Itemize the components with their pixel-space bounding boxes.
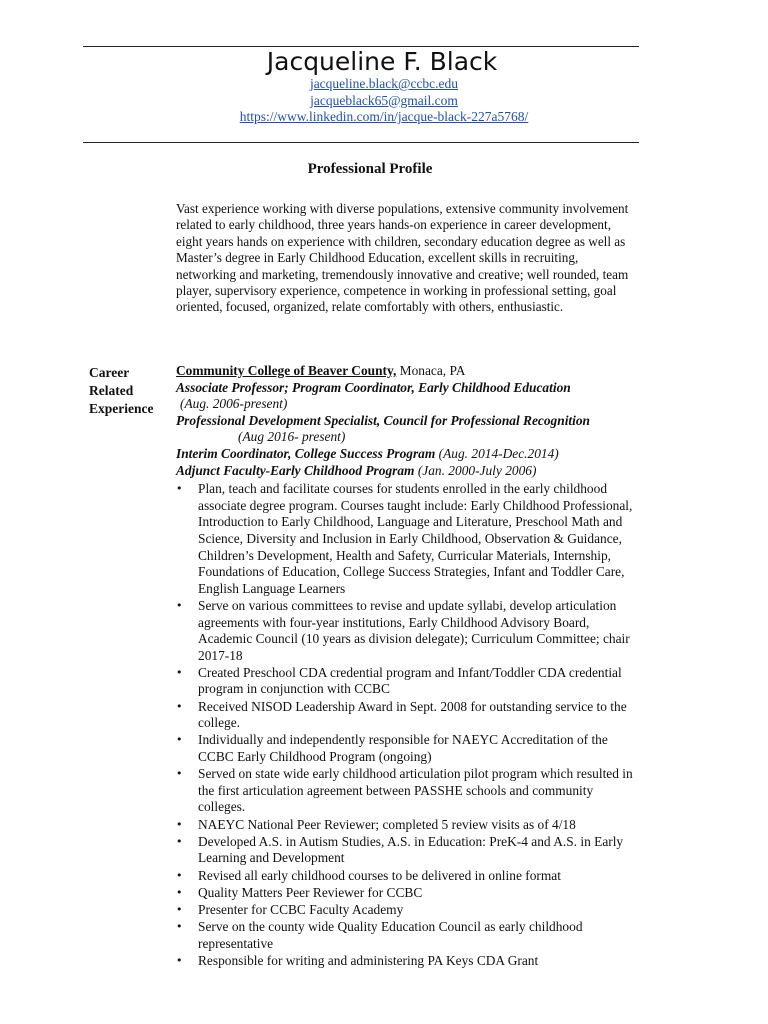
list-item bbox=[176, 902, 636, 919]
list-item bbox=[176, 817, 636, 834]
job-dates: (Jan. 2000-July 2006) bbox=[414, 462, 537, 478]
bullet-icon: • bbox=[176, 817, 183, 831]
list-item bbox=[176, 699, 636, 732]
section-label-line: Career bbox=[89, 365, 130, 380]
employer-location: Monaca, PA bbox=[396, 363, 466, 378]
resume-header bbox=[0, 48, 768, 126]
work-email-link[interactable]: jacqueline.black@ccbc.edu bbox=[309, 76, 459, 91]
list-item bbox=[176, 953, 636, 970]
bullet-icon: • bbox=[176, 699, 183, 713]
employer-name: Community College of Beaver County, bbox=[176, 363, 397, 378]
list-item-text: Received NISOD Leadership Award in Sept. 2008 for outstanding service to the college. bbox=[198, 698, 627, 731]
list-item-text: Responsible for writing and administering PA Keys CDA Grant bbox=[198, 952, 539, 968]
header-divider bbox=[83, 142, 639, 143]
job-title: Interim Coordinator, College Success Program bbox=[176, 445, 436, 461]
employer-line bbox=[176, 363, 636, 380]
section-label-line: Related bbox=[89, 383, 134, 398]
job-line bbox=[176, 446, 636, 463]
list-item-text: Plan, teach and facilitate courses for students enrolled in the early childhood associate degree program. Courses taught include: Early Childhood Professional, Introduction to Early Childhood, Language and Literature, Preschool Math and Science, Diversity and Inclusion in Early Childhood, Observation & Guidance, Children’s Development, Health and Safety, Curricular Materials, Internship, Foundations of Education, College Success Strategies, Infant and Toddler Care, English Language Learners bbox=[198, 481, 633, 596]
bullet-icon: • bbox=[176, 665, 183, 679]
profile-heading: Professional Profile bbox=[307, 161, 433, 177]
bullet-icon: • bbox=[176, 885, 183, 899]
bullet-icon: • bbox=[176, 920, 183, 934]
section-label-line: Experience bbox=[89, 401, 154, 416]
job-title: Adjunct Faculty-Early Childhood Program bbox=[176, 462, 415, 478]
personal-email-link[interactable]: jacqueblack65@gmail.com bbox=[310, 92, 458, 108]
bullet-icon: • bbox=[176, 953, 183, 967]
bullet-icon: • bbox=[176, 868, 183, 882]
list-item-text: Presenter for CCBC Faculty Academy bbox=[198, 901, 404, 917]
list-item bbox=[176, 598, 636, 664]
job-dates: (Aug. 2006-present) bbox=[180, 396, 288, 412]
experience-entry bbox=[176, 363, 636, 970]
list-item-text: Individually and independently responsible for NAEYC Accreditation of the CCBC Early Childhood Program (ongoing) bbox=[198, 732, 608, 765]
job-line bbox=[176, 463, 636, 480]
profile-summary: Vast experience working with diverse populations, extensive community involvement related to early childhood, three years hands-on experience in career development, eight years hands on experience with children, secondary education degree as well as Master’s degree in Early Childhood Education, excellent skills in recruiting, networking and marketing, tremendously innovative and creative; well rounded, team player, supervisory experience, competence in working in professional setting, goal oriented, focused, organized, relate comfortably with others, enthusiastic. bbox=[176, 201, 629, 315]
experience-section-label bbox=[89, 364, 169, 418]
job-title: Associate Professor; Program Coordinator, Early Childhood Education bbox=[176, 379, 571, 395]
list-item-text: Serve on various committees to revise and update syllabi, develop articulation agreements with four-year institutions, Early Childhood Advisory Board, Academic Council (10 years as division delegate); Curriculum Committee; chair 2017-18 bbox=[198, 597, 630, 663]
bullet-icon: • bbox=[176, 598, 183, 612]
candidate-name: Jacqueline F. Black bbox=[266, 47, 498, 76]
linkedin-link[interactable]: https://www.linkedin.com/in/jacque-black-227a5768/ bbox=[239, 109, 529, 124]
bullet-icon: • bbox=[176, 902, 183, 916]
job-dates: (Aug 2016- present) bbox=[238, 429, 346, 445]
bullet-icon: • bbox=[176, 733, 183, 747]
list-item-text: Revised all early childhood courses to be delivered in online format bbox=[198, 867, 561, 883]
list-item-text: Serve on the county wide Quality Education Council as early childhood representative bbox=[198, 919, 583, 951]
list-item bbox=[176, 919, 636, 952]
bullet-icon: • bbox=[176, 482, 183, 496]
list-item-text: Created Preschool CDA credential program and Infant/Toddler CDA credential program in conjunction with CCBC bbox=[198, 664, 622, 697]
list-item bbox=[176, 868, 636, 885]
list-item bbox=[176, 732, 636, 765]
bullet-icon: • bbox=[176, 767, 183, 781]
job-title: Professional Development Specialist, Council for Professional Recognition bbox=[176, 412, 590, 428]
list-item bbox=[176, 885, 636, 902]
list-item-text: Served on state wide early childhood articulation pilot program which resulted in the first articulation agreement between PASSHE schools and community colleges. bbox=[198, 766, 633, 815]
list-item bbox=[176, 481, 636, 597]
list-item bbox=[176, 834, 636, 867]
responsibilities-list bbox=[176, 481, 636, 969]
job-dates: (Aug. 2014-Dec.2014) bbox=[435, 445, 559, 461]
list-item-text: NAEYC National Peer Reviewer; completed 5 review visits as of 4/18 bbox=[198, 816, 576, 832]
list-item-text: Quality Matters Peer Reviewer for CCBC bbox=[198, 884, 423, 900]
list-item-text: Developed A.S. in Autism Studies, A.S. in Education: PreK-4 and A.S. in Early Learning and Development bbox=[198, 833, 624, 866]
list-item bbox=[176, 766, 636, 816]
bullet-icon: • bbox=[176, 834, 183, 848]
list-item bbox=[176, 665, 636, 698]
